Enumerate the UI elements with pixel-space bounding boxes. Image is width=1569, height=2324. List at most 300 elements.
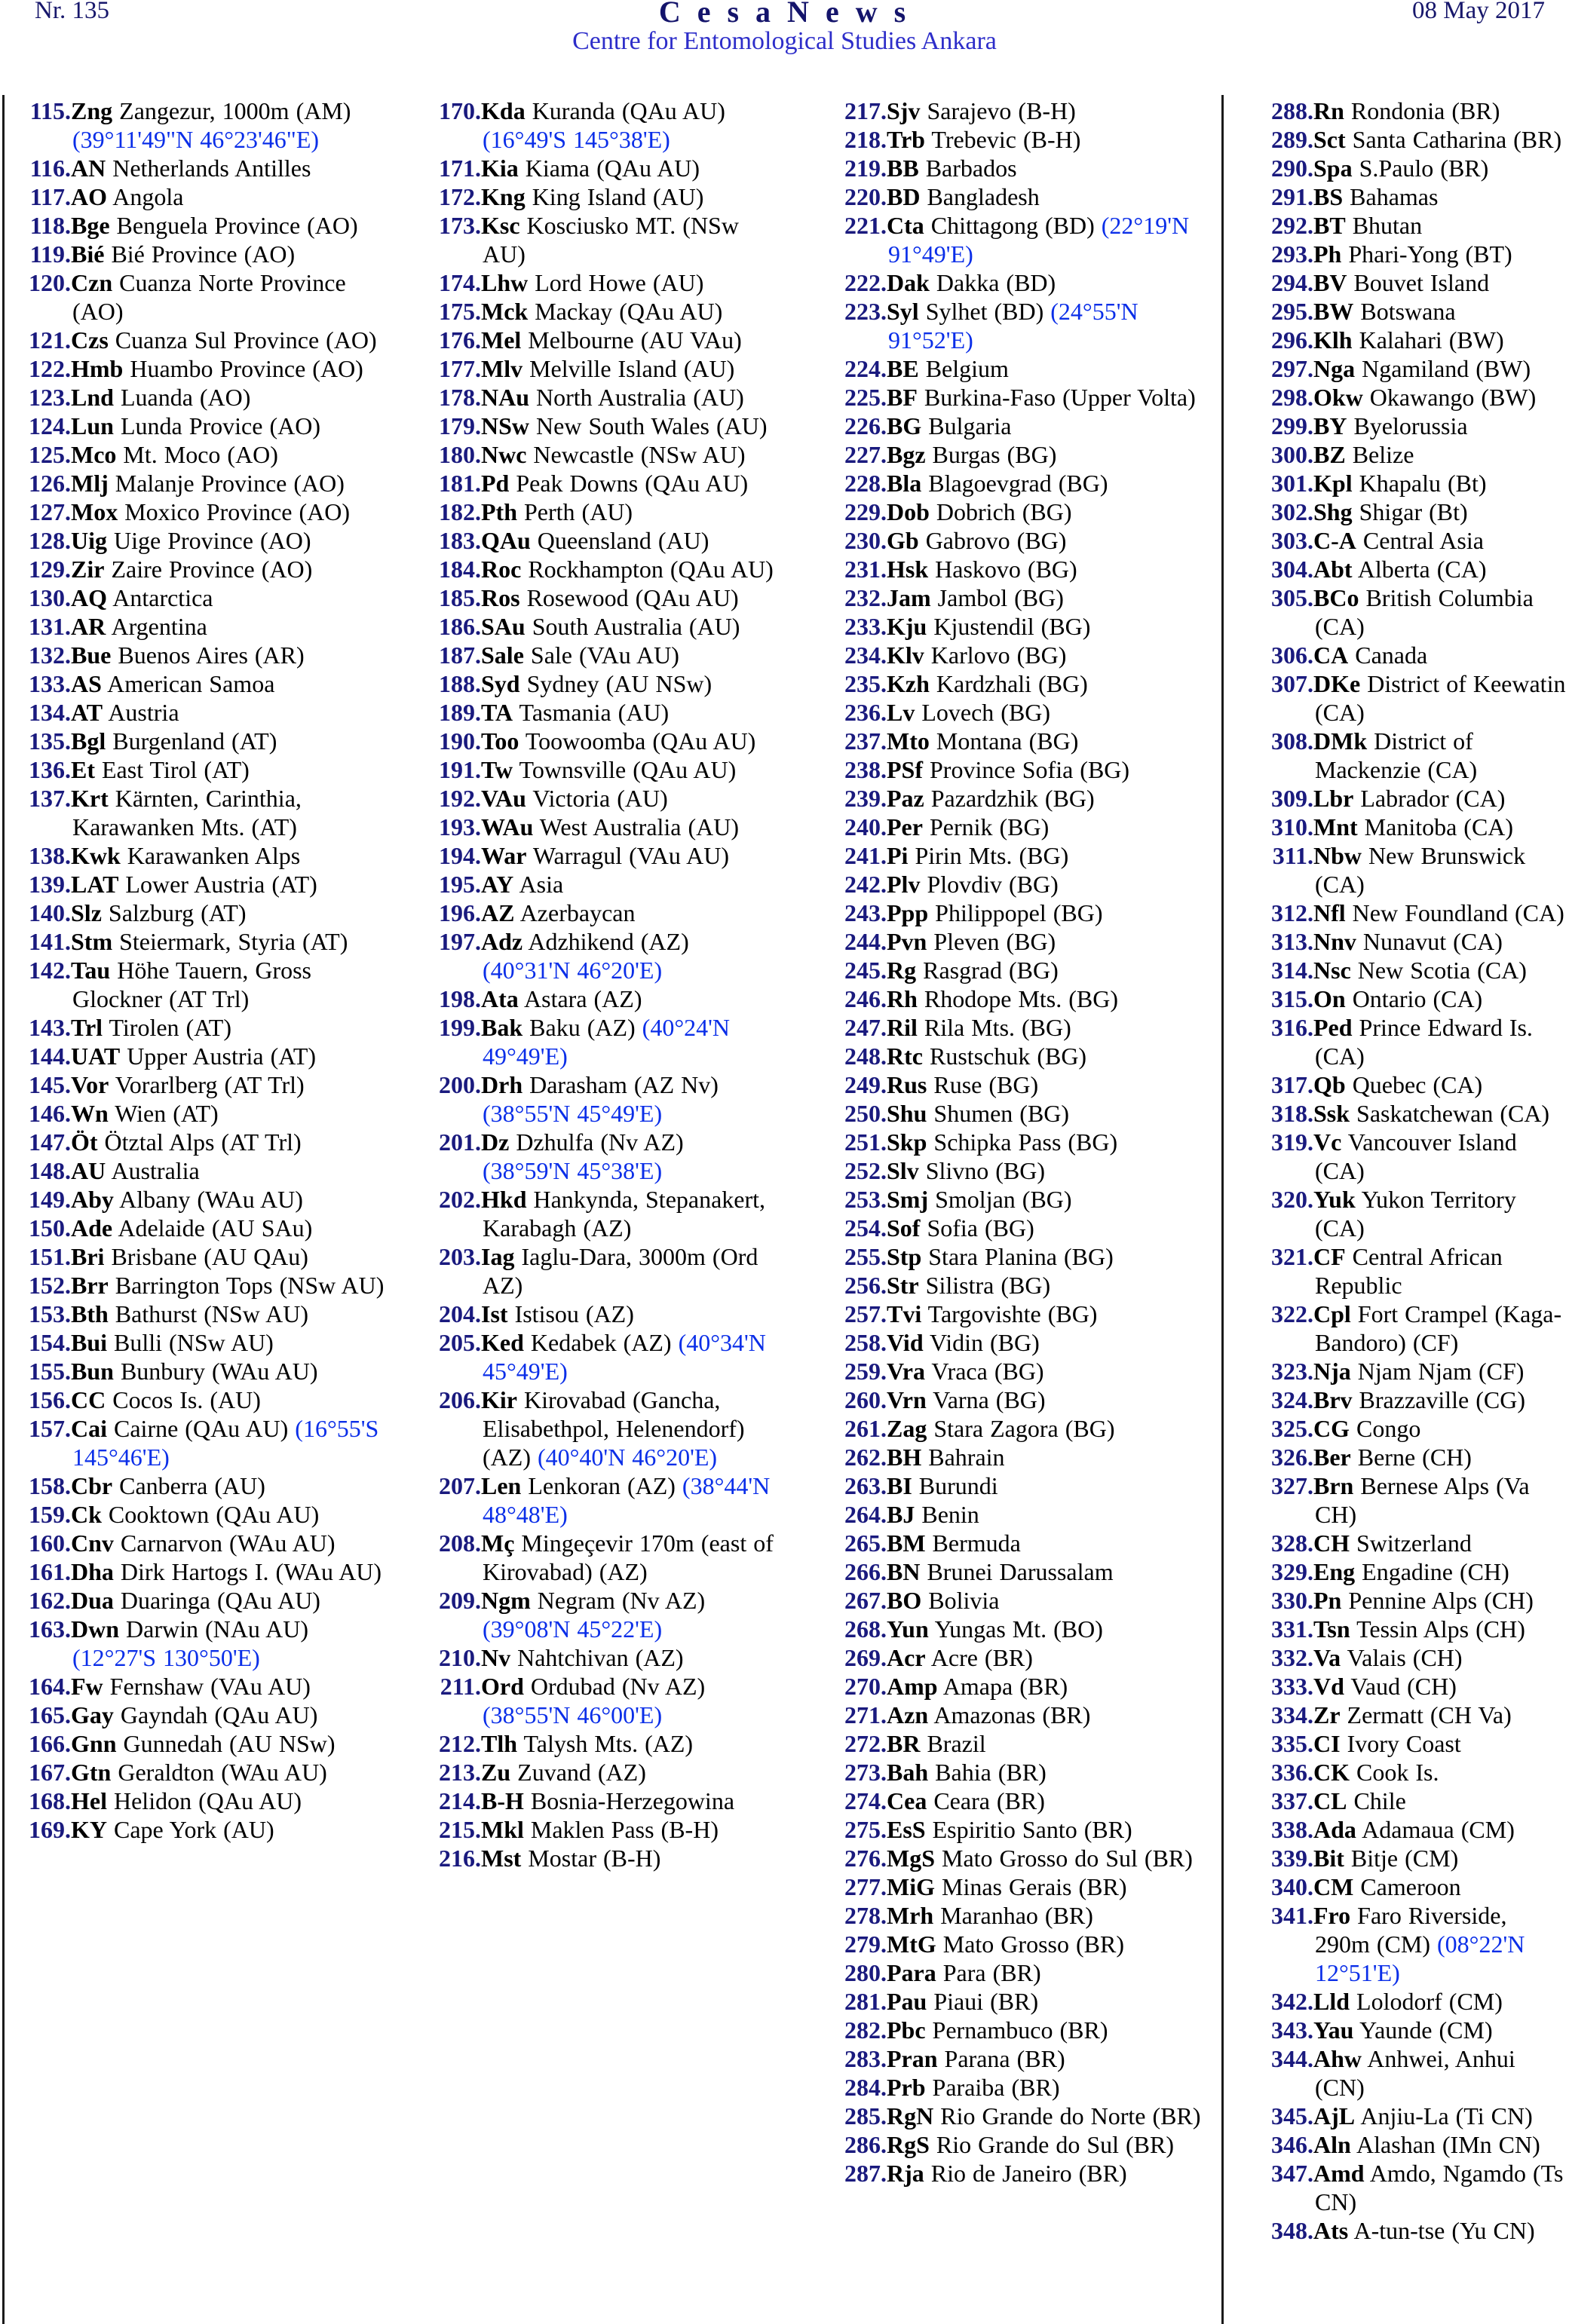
entry-abbr: RgS <box>887 2131 930 2158</box>
list-item <box>1259 1414 1567 1443</box>
entry-text: Amapa (BR) <box>937 1673 1068 1700</box>
entry-number: 240. <box>844 813 887 840</box>
entry-number: 121. <box>29 326 71 354</box>
entry-number: 258. <box>844 1329 887 1356</box>
list-item <box>1259 182 1567 211</box>
entry-number: 265. <box>844 1529 887 1557</box>
entry-abbr: Lhw <box>481 269 529 296</box>
entry-text: Warragul (VAu AU) <box>526 842 729 869</box>
entry-abbr: Brn <box>1313 1472 1354 1499</box>
entry-abbr: Dua <box>71 1587 114 1614</box>
entry-text: Burundi <box>912 1472 998 1499</box>
entry-abbr: Nfl <box>1313 899 1346 926</box>
list-item <box>1259 326 1567 354</box>
entry-text: Kuranda (QAu AU) <box>525 97 725 124</box>
entry-abbr: CH <box>1313 1529 1350 1557</box>
entry-text: Lolodorf (CM) <box>1350 1988 1503 2015</box>
entry-number: 312. <box>1271 899 1313 926</box>
entry-text: Berne (CH) <box>1350 1444 1472 1471</box>
list-item <box>1259 669 1567 727</box>
entry-abbr: Czs <box>71 326 109 354</box>
entry-abbr: Rh <box>887 985 918 1012</box>
list-item <box>17 755 394 784</box>
entry-number: 200. <box>439 1071 481 1098</box>
entry-abbr: Ata <box>481 985 519 1012</box>
entry-text: Valais (CH) <box>1341 1644 1463 1671</box>
entry-number: 340. <box>1271 1873 1313 1900</box>
entry-number: 257. <box>844 1300 887 1327</box>
list-item <box>832 555 1209 583</box>
list-item <box>1259 1128 1567 1185</box>
entry-abbr: Cbr <box>71 1472 113 1499</box>
list-item <box>17 1271 394 1300</box>
entry-number: 226. <box>844 412 887 439</box>
entry-coordinates: (38°55'N 46°00'E) <box>483 1701 663 1728</box>
entry-abbr: Mox <box>71 498 118 525</box>
list-item <box>1259 727 1567 784</box>
entry-number: 224. <box>844 355 887 382</box>
list-item <box>832 698 1209 727</box>
list-item <box>832 641 1209 669</box>
entry-text: Canberra (AU) <box>112 1472 265 1499</box>
entry-text: Pirin Mts. (BG) <box>908 842 1069 869</box>
entry-abbr: Tsn <box>1313 1615 1350 1643</box>
entry-abbr: Vc <box>1313 1128 1342 1156</box>
list-item <box>427 268 774 297</box>
list-item <box>832 1701 1209 1729</box>
entry-number: 342. <box>1271 1988 1313 2015</box>
list-item <box>17 1042 394 1070</box>
entry-number: 306. <box>1271 641 1313 669</box>
entry-text: Vorarlberg (AT Trl) <box>109 1071 305 1098</box>
entry-text: Steiermark, Styria (AT) <box>112 928 348 955</box>
list-item <box>832 1443 1209 1471</box>
entry-abbr: MgS <box>887 1845 935 1872</box>
list-item <box>1259 412 1567 440</box>
entry-number: 272. <box>844 1730 887 1757</box>
entry-number: 325. <box>1271 1415 1313 1442</box>
entry-number: 260. <box>844 1386 887 1413</box>
entry-text: A-tun-tse (Yu CN) <box>1348 2217 1535 2244</box>
list-item <box>832 1815 1209 1844</box>
list-item <box>427 1844 774 1872</box>
entry-abbr: Ats <box>1313 2217 1349 2244</box>
entry-abbr: Drh <box>481 1071 523 1098</box>
entry-text: Rosewood (QAu AU) <box>519 584 739 611</box>
list-item <box>17 268 394 326</box>
entry-number: 118. <box>29 212 71 239</box>
list-item <box>17 956 394 1013</box>
entry-abbr: BZ <box>1313 441 1346 468</box>
list-item <box>832 1271 1209 1300</box>
list-item <box>1259 2102 1567 2130</box>
entry-abbr: Plv <box>887 871 921 898</box>
entry-text: Vancouver Island (CA) <box>1315 1128 1517 1184</box>
entry-number: 271. <box>844 1701 887 1728</box>
entry-text: Karawanken Alps <box>120 842 301 869</box>
entry-text: North Australia (AU) <box>529 384 744 411</box>
list-item <box>1259 1643 1567 1672</box>
entry-number: 284. <box>844 2074 887 2101</box>
entry-text: Central Asia <box>1356 527 1484 554</box>
entry-text: Faro Riverside, 290m (CM) <box>1315 1902 1507 1958</box>
entry-abbr: Shg <box>1313 498 1353 525</box>
entry-number: 250. <box>844 1100 887 1127</box>
list-item <box>832 211 1209 268</box>
entry-text: Varna (BG) <box>926 1386 1046 1413</box>
list-item <box>832 1615 1209 1643</box>
entry-text: Trebevic (B-H) <box>924 126 1081 153</box>
entry-number: 305. <box>1271 584 1313 611</box>
list-item <box>832 1128 1209 1156</box>
list-item <box>1259 813 1567 841</box>
list-item <box>832 1471 1209 1500</box>
list-item <box>832 383 1209 412</box>
entry-text: Silistra (BG) <box>918 1272 1051 1299</box>
entry-text: Moxico Province (AO) <box>118 498 351 525</box>
list-item <box>1259 1844 1567 1872</box>
entry-abbr: Yuk <box>1313 1186 1356 1213</box>
entry-text: Ötztal Alps (AT Trl) <box>97 1128 302 1156</box>
entry-text: Piaui (BR) <box>927 1988 1039 2015</box>
entry-number: 195. <box>439 871 481 898</box>
entry-text: Phari-Yong (BT) <box>1341 240 1512 268</box>
list-item <box>1259 1242 1567 1300</box>
entry-number: 158. <box>29 1472 71 1499</box>
entry-number: 206. <box>439 1386 481 1413</box>
entry-number: 138. <box>29 842 71 869</box>
entry-text: Adelaide (AU SAu) <box>112 1214 313 1242</box>
entry-number: 291. <box>1271 183 1313 210</box>
list-item <box>427 96 774 154</box>
entry-abbr: KY <box>71 1816 107 1843</box>
entry-abbr: Hel <box>71 1787 107 1814</box>
entry-abbr: CM <box>1313 1873 1354 1900</box>
entry-number: 160. <box>29 1529 71 1557</box>
entry-abbr: Shu <box>887 1100 927 1127</box>
entry-abbr: Pbc <box>887 2016 926 2044</box>
list-item <box>17 526 394 555</box>
entry-number: 221. <box>844 212 887 239</box>
entry-abbr: BV <box>1313 269 1347 296</box>
entry-abbr: BB <box>887 155 919 182</box>
entry-abbr: Adz <box>481 928 523 955</box>
list-item <box>832 412 1209 440</box>
entry-abbr: Bri <box>71 1243 105 1270</box>
entry-text: Bahia (BR) <box>928 1759 1047 1786</box>
entry-abbr: Ada <box>1313 1816 1356 1843</box>
entry-number: 281. <box>844 1988 887 2015</box>
entry-text: Sylhet (BD) <box>918 298 1044 325</box>
entry-text: Paraiba (BR) <box>925 2074 1060 2101</box>
entry-abbr: Nnv <box>1313 928 1356 955</box>
entry-abbr: BJ <box>887 1501 915 1528</box>
entry-abbr: AU <box>71 1157 106 1184</box>
entry-number: 171. <box>439 155 481 182</box>
entry-text: Austria <box>103 699 179 726</box>
entry-number: 197. <box>439 928 481 955</box>
entry-number: 285. <box>844 2102 887 2130</box>
entry-abbr: Czn <box>71 269 113 296</box>
entry-number: 193. <box>439 813 481 840</box>
entry-text: Lunda Provice (AO) <box>113 412 320 439</box>
entry-number: 227. <box>844 441 887 468</box>
entry-number: 162. <box>29 1587 71 1614</box>
entry-number: 164. <box>29 1673 71 1700</box>
list-item <box>427 727 774 755</box>
entry-text: Helidon (QAu AU) <box>106 1787 302 1814</box>
entry-abbr: Qb <box>1313 1071 1346 1098</box>
entry-number: 347. <box>1271 2160 1313 2187</box>
list-item <box>17 727 394 755</box>
entry-abbr: Kda <box>481 97 526 124</box>
list-item <box>832 956 1209 984</box>
entry-number: 128. <box>29 527 71 554</box>
list-item <box>1259 899 1567 927</box>
list-item <box>1259 96 1567 125</box>
list-item <box>427 641 774 669</box>
list-item <box>832 899 1209 927</box>
entry-abbr: Dz <box>481 1128 510 1156</box>
entry-abbr: BD <box>887 183 921 210</box>
entry-number: 116. <box>29 155 71 182</box>
entry-text: Minas Gerais (BR) <box>934 1873 1127 1900</box>
list-item <box>17 412 394 440</box>
entry-text: Adzhikend (AZ) <box>522 928 689 955</box>
entry-text: Pazardzhik (BG) <box>924 785 1095 812</box>
entry-abbr: Slv <box>887 1157 919 1184</box>
list-item <box>832 1529 1209 1557</box>
list-item <box>427 583 774 612</box>
entry-text: Karlovo (BG) <box>924 641 1067 669</box>
entry-text: Slivno (BG) <box>918 1157 1046 1184</box>
entry-abbr: Dha <box>71 1558 114 1585</box>
entry-abbr: Spa <box>1313 155 1353 182</box>
entry-abbr: Rja <box>887 2160 924 2187</box>
page-subtitle: Centre for Entomological Studies Ankara <box>572 27 997 55</box>
entry-abbr: Ade <box>71 1214 113 1242</box>
entry-abbr: Stp <box>887 1243 922 1270</box>
entry-text: Nahtchivan (AZ) <box>510 1644 684 1671</box>
list-item <box>832 1987 1209 2016</box>
list-item <box>427 412 774 440</box>
entry-text: Tessin Alps (CH) <box>1350 1615 1525 1643</box>
entry-number: 136. <box>29 756 71 783</box>
list-item <box>17 1701 394 1729</box>
entry-number: 161. <box>29 1558 71 1585</box>
entry-text: Bangladesh <box>920 183 1040 210</box>
entry-number: 288. <box>1271 97 1313 124</box>
entry-abbr: Kir <box>481 1386 517 1413</box>
entry-number: 256. <box>844 1272 887 1299</box>
entry-abbr: Va <box>1313 1644 1341 1671</box>
entry-number: 169. <box>29 1816 71 1843</box>
entry-abbr: Aln <box>1313 2131 1351 2158</box>
entry-number: 251. <box>844 1128 887 1156</box>
entry-number: 148. <box>29 1157 71 1184</box>
entry-abbr: Pi <box>887 842 909 869</box>
entry-abbr: Rn <box>1313 97 1344 124</box>
list-item <box>832 1099 1209 1128</box>
entry-text: Ordubad (Nv AZ) <box>523 1673 706 1700</box>
entry-text: Haskovo (BG) <box>928 556 1077 583</box>
entry-abbr: Mlj <box>71 470 109 497</box>
entry-abbr: Skp <box>887 1128 927 1156</box>
entry-text: Amdo, Ngamdo (Ts CN) <box>1315 2160 1564 2215</box>
entry-text: Fort Crampel (Kaga-Bandoro) (CF) <box>1315 1300 1562 1356</box>
entry-number: 293. <box>1271 240 1313 268</box>
list-item <box>1259 1787 1567 1815</box>
entry-number: 278. <box>844 1902 887 1929</box>
entry-abbr: Uig <box>71 527 107 554</box>
list-item <box>1259 1529 1567 1557</box>
entry-text: Zangezur, 1000m (AM) <box>112 97 351 124</box>
entry-text: Upper Austria (AT) <box>120 1043 317 1070</box>
entry-number: 223. <box>844 298 887 325</box>
entry-text: Lovech (BG) <box>915 699 1051 726</box>
entry-text: Brunei Darussalam <box>920 1558 1114 1585</box>
entry-text: Gabrovo (BG) <box>918 527 1067 554</box>
list-item <box>427 1471 774 1529</box>
entry-abbr: Lun <box>71 412 114 439</box>
entry-text: Engadine (CH) <box>1355 1558 1509 1585</box>
entry-coordinates: (16°55'S 145°46'E) <box>72 1415 379 1471</box>
entry-number: 289. <box>1271 126 1313 153</box>
entry-abbr: AY <box>481 871 514 898</box>
list-item <box>17 469 394 498</box>
entry-abbr: Krt <box>71 785 109 812</box>
entry-abbr: Mel <box>481 326 522 354</box>
entry-text: Province Sofia (BG) <box>923 756 1130 783</box>
entry-abbr: Mto <box>887 727 930 755</box>
entry-text: Maklen Pass (B-H) <box>523 1816 719 1843</box>
entry-text: Ivory Coast <box>1340 1730 1461 1757</box>
entry-text: Blagoevgrad (BG) <box>921 470 1108 497</box>
entry-abbr: Ped <box>1313 1014 1353 1041</box>
entry-text: Rhodope Mts. (BG) <box>917 985 1119 1012</box>
entry-number: 242. <box>844 871 887 898</box>
entry-abbr: Ril <box>887 1014 918 1041</box>
entry-number: 335. <box>1271 1730 1313 1757</box>
entry-abbr: Zu <box>481 1759 511 1786</box>
entry-number: 166. <box>29 1730 71 1757</box>
list-item <box>832 2102 1209 2130</box>
entry-text: Rustschuk (BG) <box>922 1043 1087 1070</box>
entry-number: 180. <box>439 441 481 468</box>
entry-abbr: CC <box>71 1386 106 1413</box>
entry-number: 133. <box>29 670 71 697</box>
entry-number: 115. <box>29 97 71 124</box>
entry-number: 290. <box>1271 155 1313 182</box>
entry-number: 277. <box>844 1873 887 1900</box>
entry-text: Chile <box>1347 1787 1406 1814</box>
entry-number: 287. <box>844 2160 887 2187</box>
entry-number: 124. <box>29 412 71 439</box>
entry-text: District of Keewatin (CA) <box>1315 670 1566 726</box>
entry-text: Kosciusko MT. (NSw AU) <box>483 212 739 268</box>
entry-number: 303. <box>1271 527 1313 554</box>
list-item <box>427 1242 774 1300</box>
entry-text: Yaunde (CM) <box>1353 2016 1493 2044</box>
list-item <box>427 1185 774 1242</box>
list-item <box>17 1471 394 1500</box>
list-item <box>1259 1615 1567 1643</box>
entry-number: 345. <box>1271 2102 1313 2130</box>
entry-text: Buenos Aires (AR) <box>111 641 305 669</box>
entry-abbr: AS <box>71 670 102 697</box>
entry-abbr: MiG <box>887 1873 935 1900</box>
entry-abbr: BH <box>887 1444 922 1471</box>
entry-text: Netherlands Antilles <box>106 155 311 182</box>
list-column-3 <box>832 96 1209 2188</box>
entry-text: Australia <box>106 1157 200 1184</box>
entry-text: Kiama (QAu AU) <box>518 155 700 182</box>
list-item <box>832 182 1209 211</box>
entry-text: Huambo Province (AO) <box>123 355 363 382</box>
entry-coordinates: (38°59'N 45°38'E) <box>483 1157 663 1184</box>
entry-number: 179. <box>439 412 481 439</box>
list-item <box>427 440 774 469</box>
entry-text: Kalahari (BW) <box>1352 326 1504 354</box>
entry-number: 344. <box>1271 2045 1313 2072</box>
list-item <box>427 1586 774 1643</box>
entry-abbr: Wn <box>71 1100 109 1127</box>
entry-abbr: Yau <box>1313 2016 1354 2044</box>
entry-text: Bathurst (NSw AU) <box>108 1300 309 1327</box>
list-item <box>832 1156 1209 1185</box>
entry-number: 328. <box>1271 1529 1313 1557</box>
entry-text: Dakka (BD) <box>929 269 1056 296</box>
list-item <box>17 1586 394 1615</box>
list-item <box>832 1901 1209 1930</box>
entry-abbr: Kju <box>887 613 927 640</box>
entry-text: Espiritio Santo (BR) <box>925 1816 1132 1843</box>
entry-text: Schipka Pass (BG) <box>927 1128 1118 1156</box>
list-item <box>832 1328 1209 1357</box>
entry-number: 309. <box>1271 785 1313 812</box>
entry-text: Botswana <box>1353 298 1456 325</box>
entry-abbr: Amp <box>887 1673 938 1700</box>
entry-text: Duaringa (QAu AU) <box>113 1587 320 1614</box>
entry-abbr: Dak <box>887 269 930 296</box>
entry-text: Pernambuco (BR) <box>925 2016 1108 2044</box>
entry-text: Talysh Mts. (AZ) <box>517 1730 694 1757</box>
entry-text: Peak Downs (QAu AU) <box>509 470 749 497</box>
entry-number: 151. <box>29 1243 71 1270</box>
entry-abbr: Ck <box>71 1501 102 1528</box>
list-item <box>1259 1357 1567 1386</box>
entry-text: Pernik (BG) <box>922 813 1050 840</box>
table-border-left <box>2 95 5 2324</box>
list-item <box>1259 1872 1567 1901</box>
list-item <box>427 1758 774 1787</box>
entry-coordinates: (40°40'N 46°20'E) <box>530 1444 718 1471</box>
entry-text: Dzhulfa (Nv AZ) <box>509 1128 684 1156</box>
entry-number: 143. <box>29 1014 71 1041</box>
entry-number: 130. <box>29 584 71 611</box>
entry-number: 146. <box>29 1100 71 1127</box>
entry-abbr: Bui <box>71 1329 108 1356</box>
entry-text: Malanje Province (AO) <box>108 470 345 497</box>
entry-text: Sydney (AU NSw) <box>519 670 712 697</box>
entry-text: New Foundland (CA) <box>1345 899 1564 926</box>
list-item <box>17 211 394 240</box>
entry-abbr: Öt <box>71 1128 98 1156</box>
list-item <box>832 1042 1209 1070</box>
entry-number: 119. <box>29 240 71 268</box>
entry-text: Congo <box>1350 1415 1421 1442</box>
entry-text: Canada <box>1348 641 1428 669</box>
